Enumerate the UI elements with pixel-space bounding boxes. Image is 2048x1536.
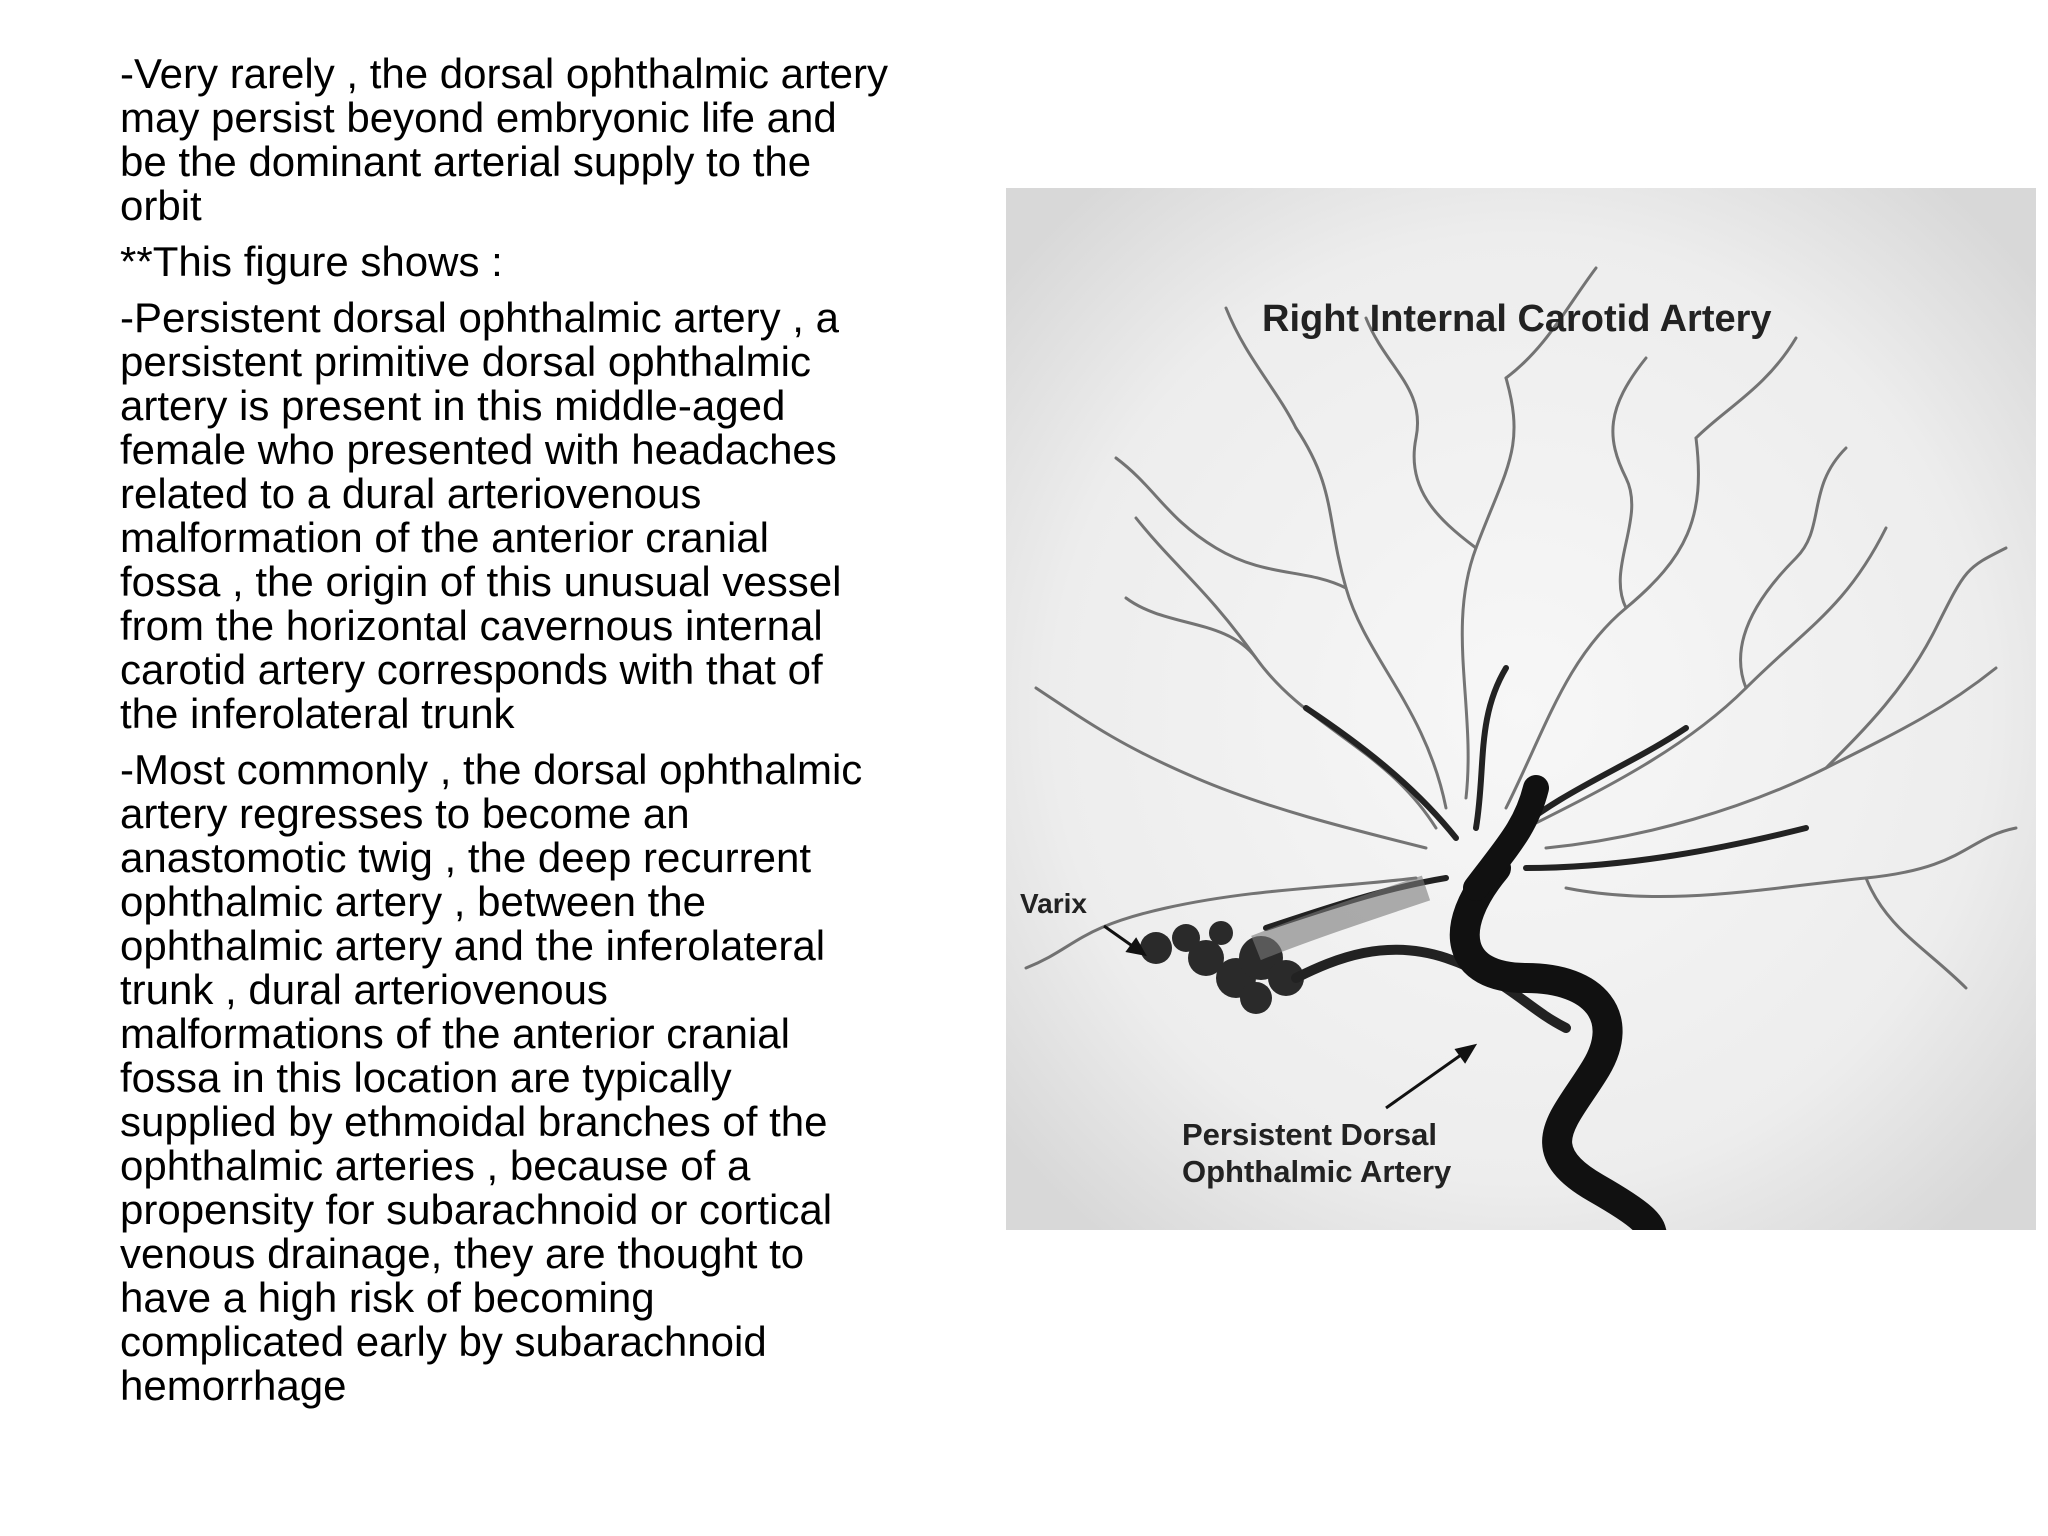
pdoa-label bbox=[1182, 1116, 1451, 1190]
text-line: artery regresses to become an bbox=[120, 790, 690, 837]
text-line: malformations of the anterior cranial bbox=[120, 1010, 790, 1057]
varix-label: Varix bbox=[1020, 888, 1087, 919]
text-line: have a high risk of becoming bbox=[120, 1274, 655, 1321]
text-line: the inferolateral trunk bbox=[120, 690, 515, 737]
text-line: artery is present in this middle-aged bbox=[120, 382, 786, 429]
slide-text-column bbox=[120, 52, 1000, 1420]
text-line: malformation of the anterior cranial bbox=[120, 514, 769, 561]
text-line: ophthalmic artery and the inferolateral bbox=[120, 922, 826, 969]
text-line: fossa in this location are typically bbox=[120, 1054, 732, 1101]
text-line: from the horizontal cavernous internal bbox=[120, 602, 823, 649]
text-line: **This figure shows : bbox=[120, 238, 503, 285]
paragraph-intro bbox=[120, 52, 1000, 228]
paragraph-figure-intro bbox=[120, 240, 1000, 284]
angiogram-figure bbox=[1006, 188, 2036, 1230]
text-line: related to a dural arteriovenous bbox=[120, 470, 702, 517]
text-line: complicated early by subarachnoid bbox=[120, 1318, 767, 1365]
text-line: be the dominant arterial supply to the bbox=[120, 138, 812, 185]
paragraph-persistent bbox=[120, 296, 1000, 736]
text-line: female who presented with headaches bbox=[120, 426, 837, 473]
paragraph-regression bbox=[120, 748, 1000, 1408]
pdoa-label-line2: Ophthalmic Artery bbox=[1182, 1154, 1452, 1189]
text-line: trunk , dural arteriovenous bbox=[120, 966, 608, 1013]
text-line: carotid artery corresponds with that of bbox=[120, 646, 823, 693]
text-line: -Very rarely , the dorsal ophthalmic artery bbox=[120, 50, 888, 97]
text-line: supplied by ethmoidal branches of the bbox=[120, 1098, 828, 1145]
text-line: ophthalmic artery , between the bbox=[120, 878, 706, 925]
text-line: -Most commonly , the dorsal ophthalmic bbox=[120, 746, 863, 793]
text-line: propensity for subarachnoid or cortical bbox=[120, 1186, 833, 1233]
text-line: may persist beyond embryonic life and bbox=[120, 94, 837, 141]
text-line: hemorrhage bbox=[120, 1362, 347, 1409]
text-line: ophthalmic arteries , because of a bbox=[120, 1142, 751, 1189]
text-line: orbit bbox=[120, 182, 202, 229]
text-line: anastomotic twig , the deep recurrent bbox=[120, 834, 812, 881]
text-line: fossa , the origin of this unusual vessel bbox=[120, 558, 842, 605]
text-line: venous drainage, they are thought to bbox=[120, 1230, 805, 1277]
text-line: -Persistent dorsal ophthalmic artery , a bbox=[120, 294, 839, 341]
angiogram-image bbox=[1006, 188, 2036, 1230]
pdoa-label-line1: Persistent Dorsal bbox=[1182, 1117, 1437, 1152]
text-line: persistent primitive dorsal ophthalmic bbox=[120, 338, 811, 385]
figure-title: Right Internal Carotid Artery bbox=[1262, 298, 1772, 340]
